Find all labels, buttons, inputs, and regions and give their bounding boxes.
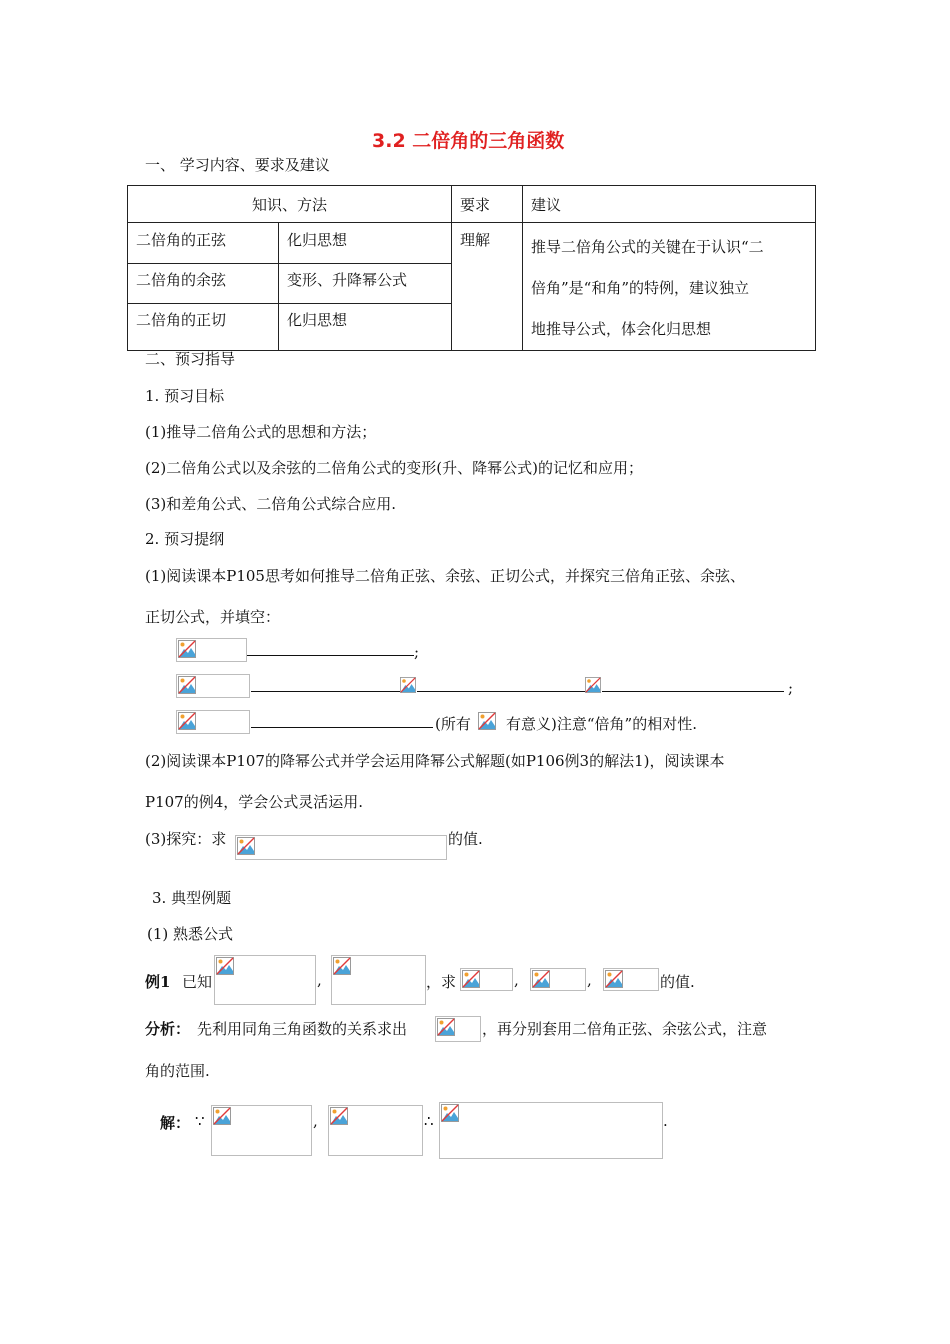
broken-image-icon — [400, 677, 416, 693]
blank-line — [602, 691, 784, 692]
punctuation: ; — [788, 679, 794, 697]
analysis-text: 先利用同角三角函数的关系求出 — [197, 1020, 408, 1038]
fill-text: (所有 — [435, 715, 471, 733]
outline-paragraph: P107的例4，学会公式灵活运用. — [145, 793, 364, 811]
section-heading-2: 二、预习指导 — [145, 350, 236, 368]
analysis-label: 分析： — [145, 1020, 191, 1038]
table-cell-topic: 二倍角的正切 — [128, 304, 279, 351]
table-cell-requirement: 理解 — [452, 223, 523, 351]
formula-image — [211, 1105, 312, 1156]
broken-image-icon — [585, 677, 601, 693]
formula-image — [585, 677, 601, 693]
table-cell-topic: 二倍角的正弦 — [128, 223, 279, 264]
blank-line — [251, 727, 433, 728]
punctuation: , — [313, 1112, 318, 1130]
example-text: 的值. — [660, 973, 695, 991]
therefore-symbol: ∴ — [424, 1112, 434, 1130]
broken-image-icon — [330, 1107, 348, 1125]
punctuation: , — [317, 971, 322, 989]
punctuation: ; — [414, 643, 420, 661]
broken-image-icon — [178, 712, 196, 730]
formula-image — [176, 674, 250, 698]
outline-paragraph: 的值. — [448, 830, 483, 848]
knowledge-table — [127, 185, 816, 351]
advice-line: 倍角”是“和角”的特例，建议独立 — [531, 279, 750, 297]
punctuation: , — [514, 971, 519, 989]
broken-image-icon — [605, 970, 623, 988]
formula-image — [176, 710, 250, 734]
table-header-advice: 建议 — [523, 186, 816, 223]
broken-image-icon — [216, 957, 234, 975]
formula-image — [214, 955, 316, 1005]
example-subheading: (1) 熟悉公式 — [147, 925, 234, 943]
goal-item: (2)二倍角公式以及余弦的二倍角公式的变形(升、降幂公式)的记忆和应用； — [145, 459, 643, 477]
advice-line: 推导二倍角公式的关键在于认识“二 — [531, 238, 764, 256]
advice-line: 地推导公式，体会化归思想 — [531, 320, 712, 338]
example-text: 已知 — [182, 973, 213, 991]
blank-line — [417, 691, 585, 692]
subheading-goals: 1. 预习目标 — [145, 387, 225, 405]
fill-text: 有意义)注意“倍角”的相对性. — [506, 715, 697, 733]
formula-image — [530, 968, 586, 991]
example-label: 例1 — [145, 973, 171, 991]
table-cell-method: 化归思想 — [279, 304, 452, 351]
formula-image — [460, 968, 513, 991]
formula-image — [331, 955, 426, 1005]
table-header-requirement: 要求 — [452, 186, 523, 223]
broken-image-icon — [213, 1107, 231, 1125]
broken-image-icon — [178, 640, 196, 658]
formula-image — [176, 638, 247, 662]
formula-image — [477, 711, 503, 733]
broken-image-icon — [237, 837, 255, 855]
goal-item: (1)推导二倍角公式的思想和方法； — [145, 423, 377, 441]
punctuation: . — [663, 1112, 668, 1130]
broken-image-icon — [478, 712, 496, 730]
section-heading-1: 一、 学习内容、要求及建议 — [145, 156, 330, 174]
subheading-outline: 2. 预习提纲 — [145, 530, 225, 548]
table-cell-advice — [523, 223, 816, 351]
formula-image — [400, 677, 416, 693]
outline-paragraph: 正切公式，并填空： — [145, 608, 281, 626]
table-cell-topic: 二倍角的余弦 — [128, 264, 279, 304]
punctuation: , — [587, 971, 592, 989]
table-cell-method: 变形、升降幂公式 — [279, 264, 452, 304]
outline-paragraph: (1)阅读课本P105思考如何推导二倍角正弦、余弦、正切公式，并探究三倍角正弦、余弦、 — [145, 567, 745, 585]
broken-image-icon — [441, 1104, 459, 1122]
blank-line — [247, 655, 414, 656]
broken-image-icon — [333, 957, 351, 975]
analysis-text: ，再分别套用二倍角正弦、余弦公式，注意 — [482, 1020, 768, 1038]
broken-image-icon — [532, 970, 550, 988]
outline-paragraph: (2)阅读课本P107的降幂公式并学会运用降幂公式解题(如P106例3的解法1)，阅读课本 — [145, 752, 725, 770]
formula-image — [235, 835, 447, 860]
formula-image — [603, 968, 659, 991]
formula-image — [439, 1102, 663, 1159]
goal-item: (3)和差角公式、二倍角公式综合应用. — [145, 495, 397, 513]
formula-image — [435, 1016, 481, 1042]
analysis-text: 角的范围. — [145, 1062, 210, 1080]
subheading-examples: 3. 典型例题 — [152, 889, 232, 907]
blank-line — [251, 691, 401, 692]
because-symbol: ∵ — [195, 1112, 205, 1130]
page-title: 3.2 二倍角的三角函数 — [372, 130, 565, 152]
formula-image — [328, 1105, 423, 1156]
example-text: ，求 — [426, 973, 457, 991]
broken-image-icon — [437, 1018, 455, 1036]
outline-paragraph: (3)探究：求 — [145, 830, 227, 848]
broken-image-icon — [178, 676, 196, 694]
table-cell-method: 化归思想 — [279, 223, 452, 264]
solution-label: 解： — [160, 1114, 191, 1132]
broken-image-icon — [462, 970, 480, 988]
table-header-knowledge: 知识、方法 — [128, 186, 452, 223]
